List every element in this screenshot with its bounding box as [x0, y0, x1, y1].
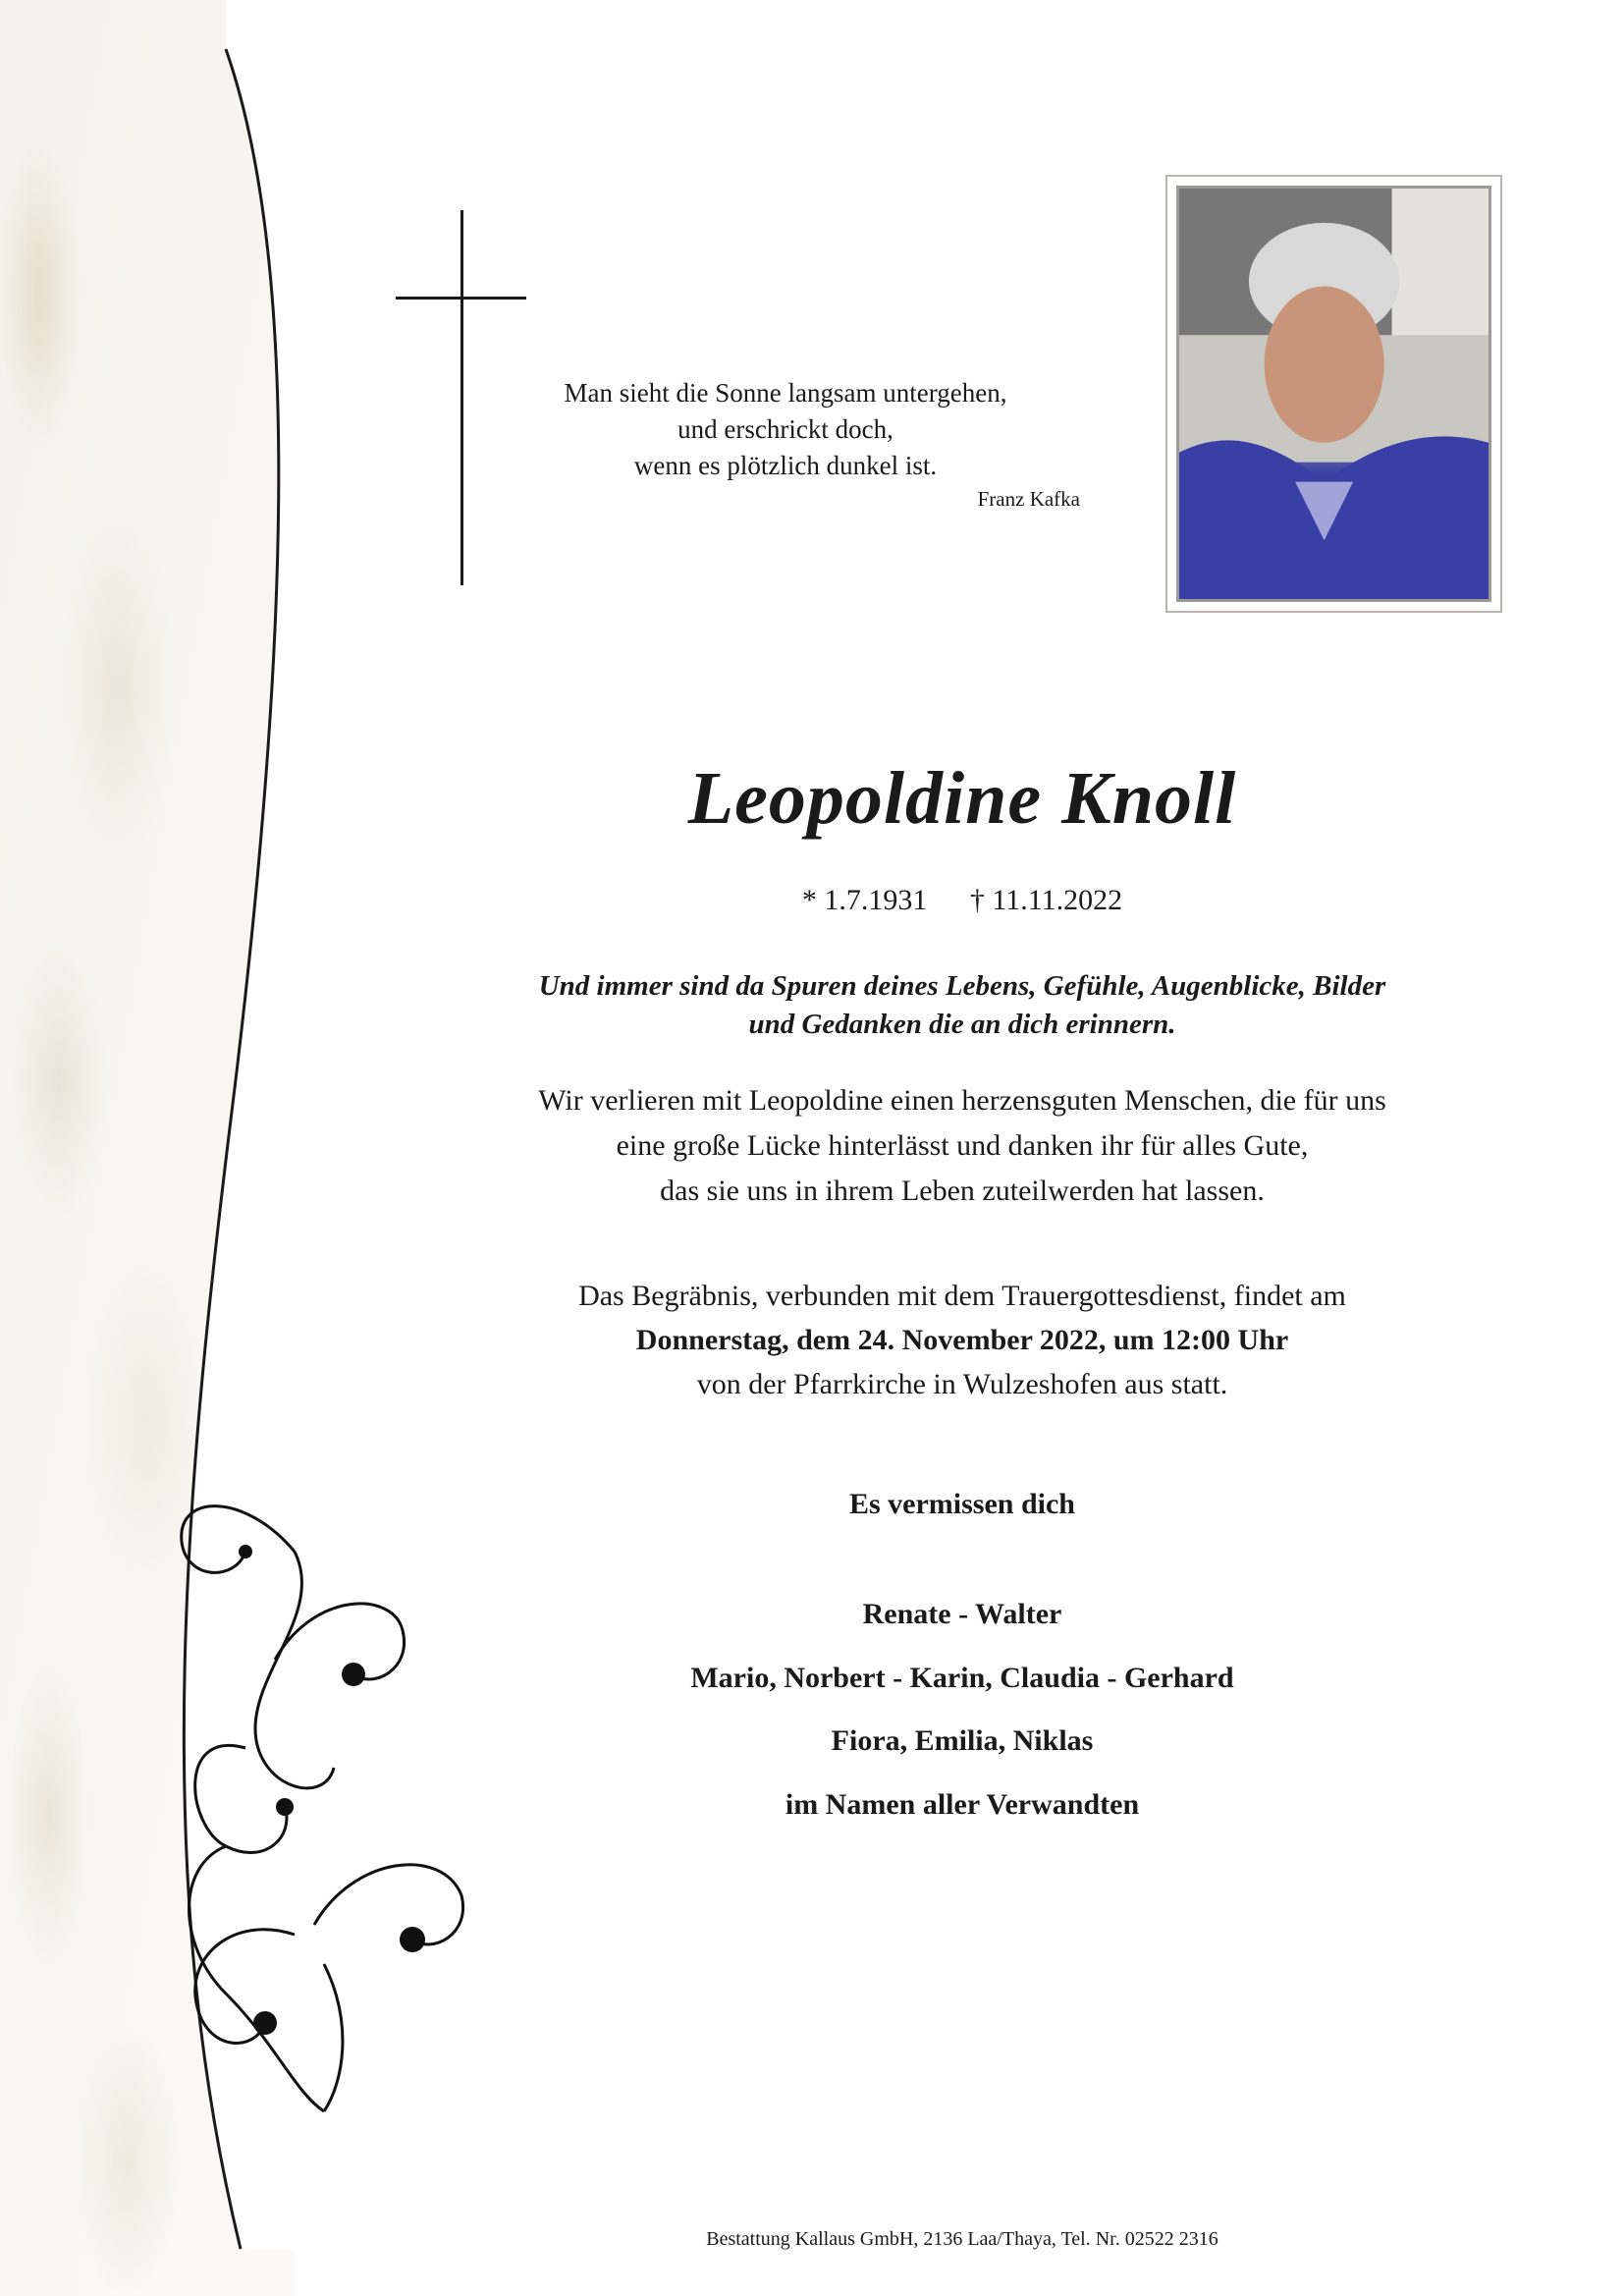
birth-date: * 1.7.1931: [801, 884, 928, 916]
verse-line: und Gedanken die an dich erinnern.: [748, 1009, 1176, 1040]
portrait-photo-frame: [1165, 175, 1502, 613]
mourners-list: [550, 1583, 1375, 1836]
mourners-heading: Es vermissen dich: [848, 1488, 1075, 1520]
quote-line: und erschrickt doch,: [677, 414, 893, 444]
verse-line: Und immer sind da Spuren deines Lebens, Gefühle, Augenblicke, Bilder: [538, 970, 1386, 1002]
funeral-home-footer: Bestattung Kallaus GmbH, 2136 Laa/Thaya, Tel. Nr. 02522 2316: [706, 2228, 1218, 2250]
funeral-info: [422, 1274, 1502, 1406]
tribute-text: [422, 1078, 1502, 1214]
cross-vertical: [460, 210, 463, 585]
memorial-verse: [452, 967, 1473, 1044]
death-date: † 11.11.2022: [969, 884, 1123, 916]
funeral-line: Das Begräbnis, verbunden mit dem Trauergottesdienst, findet am: [578, 1280, 1346, 1312]
tribute-line: Wir verlieren mit Leopoldine einen herzensguten Menschen, die für uns: [538, 1084, 1386, 1117]
mourner-line: Fiora, Emilia, Niklas: [831, 1724, 1094, 1757]
mourner-line: Renate - Walter: [862, 1598, 1062, 1630]
quote-line: Man sieht die Sonne langsam untergehen,: [564, 378, 1007, 408]
deceased-name: Leopoldine Knoll: [687, 757, 1237, 840]
funeral-line: von der Pfarrkirche in Wulzeshofen aus statt.: [696, 1368, 1228, 1400]
quote-author: Franz Kafka: [977, 487, 1080, 511]
funeral-date-time: Donnerstag, dem 24. November 2022, um 12:00 Uhr: [635, 1324, 1289, 1356]
cross-horizontal: [396, 297, 526, 300]
quote: [550, 375, 1021, 484]
tribute-line: das sie uns in ihrem Leben zuteilwerden hat lassen.: [660, 1175, 1265, 1207]
life-dates: [687, 884, 1237, 917]
quote-line: wenn es plötzlich dunkel ist.: [633, 451, 938, 480]
mourner-line: im Namen aller Verwandten: [785, 1787, 1140, 1821]
tribute-line: eine große Lücke hinterlässt und danken ihr für alles Gute,: [616, 1129, 1309, 1162]
portrait-photo: [1176, 186, 1491, 602]
mourner-line: Mario, Norbert - Karin, Claudia - Gerhard: [690, 1661, 1234, 1694]
